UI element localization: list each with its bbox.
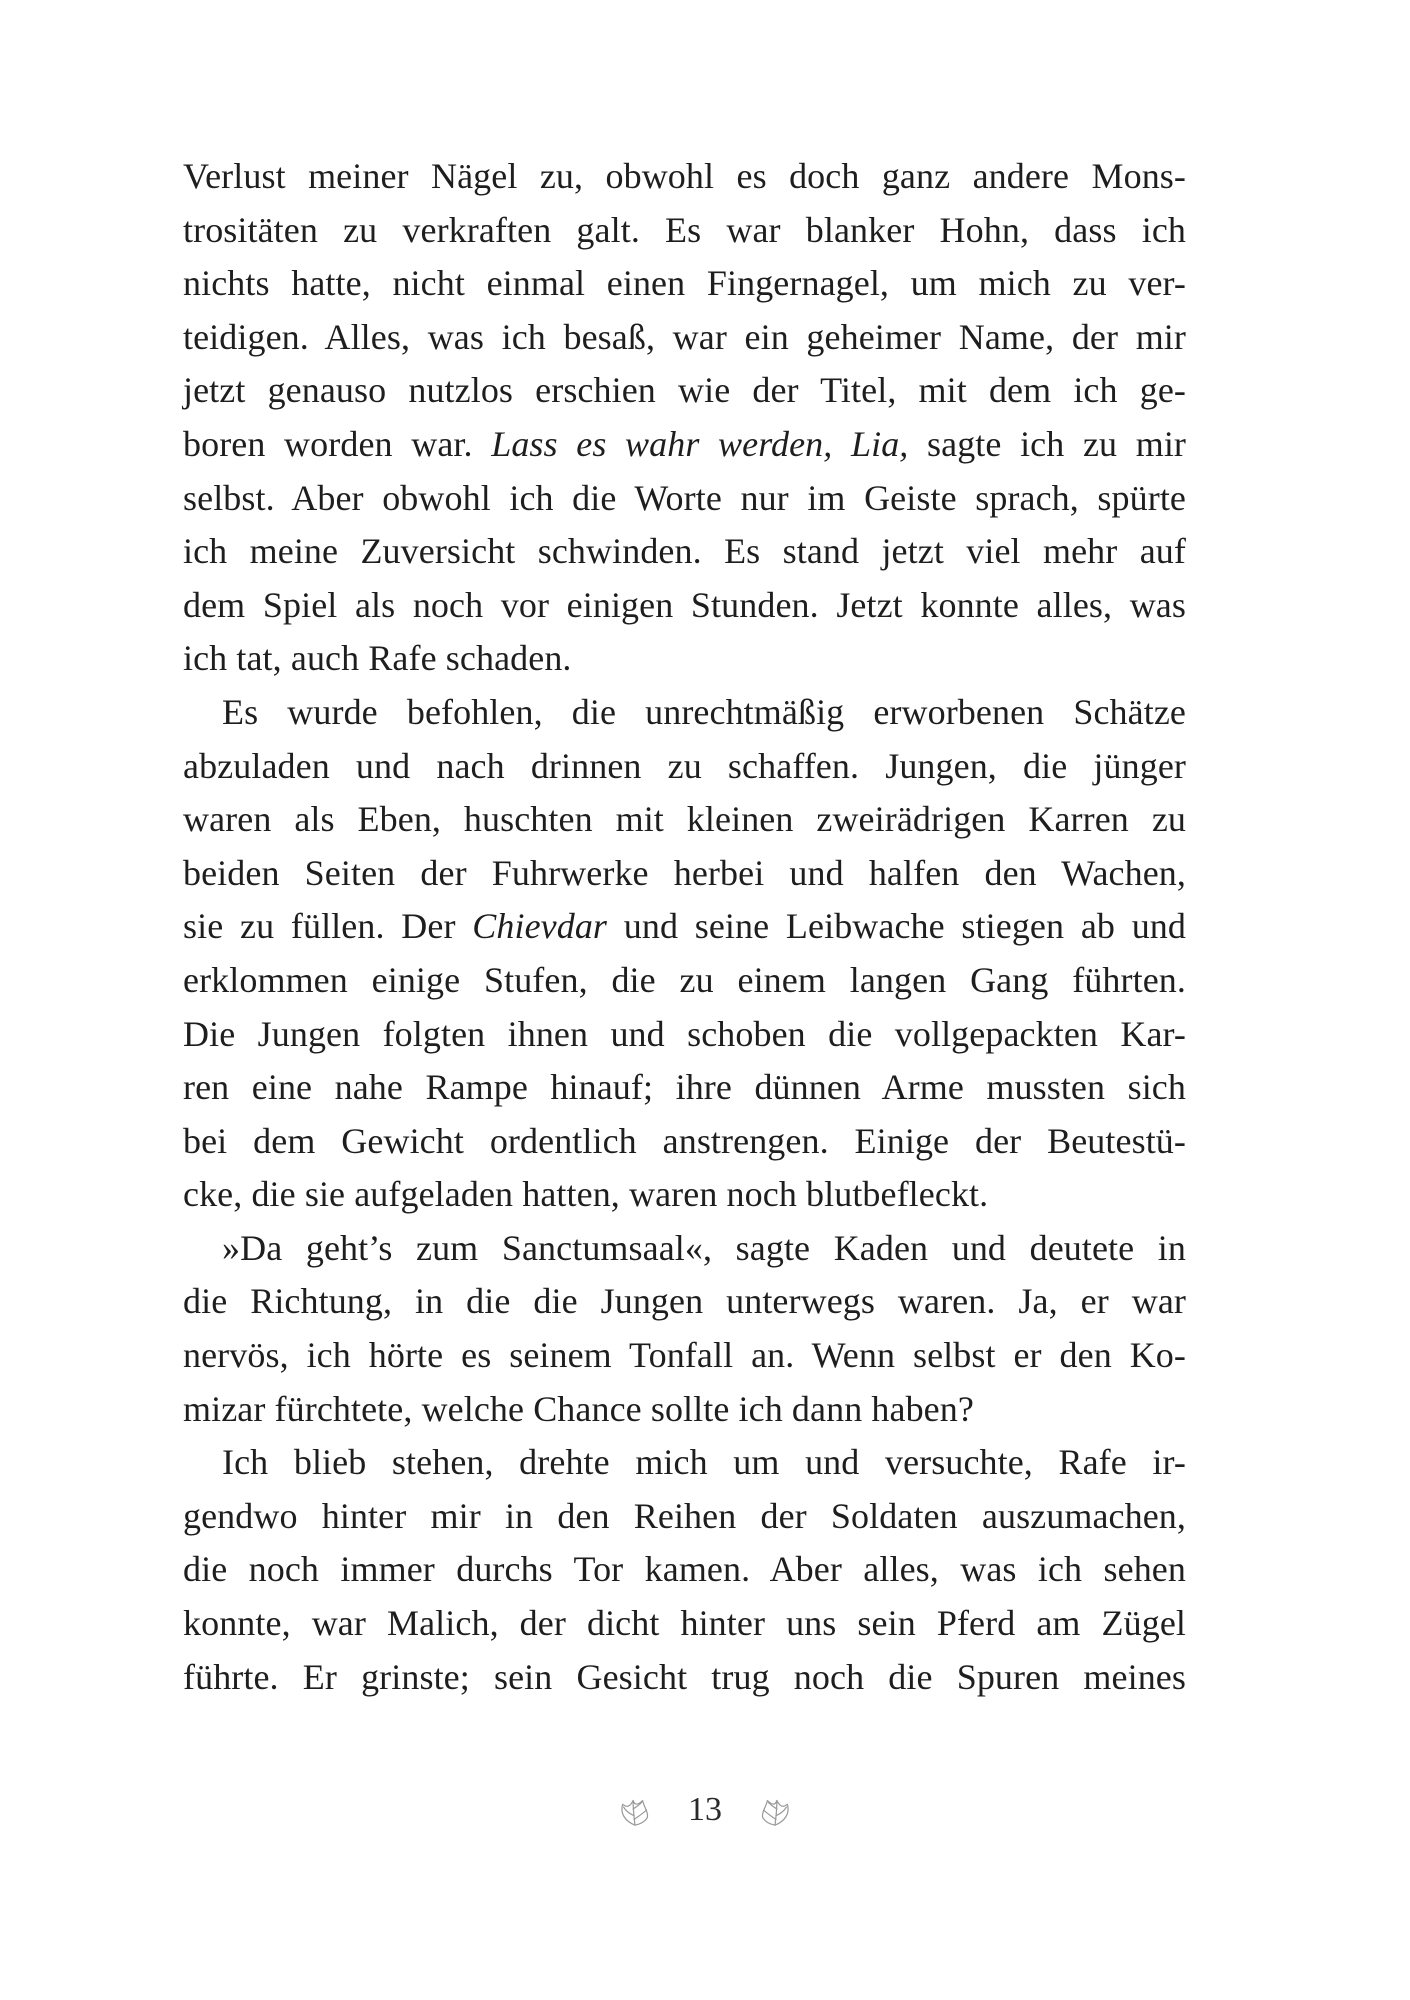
text-run: die noch immer durchs Tor kamen. Aber alles, was ich sehen [183,1549,1186,1590]
text-line [183,900,1186,954]
text-line [183,1651,1186,1705]
text-line [183,1543,1186,1597]
text-line [183,954,1186,1008]
text-line [183,847,1186,901]
text-run: die Richtung, in die die Jungen unterwegs waren. Ja, er war [183,1281,1186,1322]
text-run: dem Spiel als noch vor einigen Stunden. Jetzt konnte alles, was [183,584,1186,625]
text-line [183,1383,1186,1437]
text-line [183,1490,1186,1544]
text-line [183,1061,1186,1115]
text-run: gendwo hinter mir in den Reihen der Soldaten auszumachen, [183,1495,1186,1536]
text-line [183,1436,1186,1490]
text-line [183,1597,1186,1651]
text-line [183,525,1186,579]
text-run: ren eine nahe Rampe hinauf; ihre dünnen Arme mussten sich [183,1067,1186,1108]
text-line [183,1222,1186,1276]
text-run: waren als Eben, huschten mit kleinen zweirädrigen Karren zu [183,799,1186,840]
text-run: trositäten zu verkraften galt. Es war blanker Hohn, dass ich [183,209,1186,250]
text-run: erklommen einige Stufen, die zu einem langen Gang führten. [183,959,1186,1000]
text-run: mizar fürchtete, welche Chance sollte ich dann haben? [183,1388,974,1429]
text-line [183,579,1186,633]
text-run: beiden Seiten der Fuhrwerke herbei und halfen den Wachen, [183,852,1186,893]
text-run: Es wurde befohlen, die unrechtmäßig erworbenen Schätze [222,691,1186,732]
text-run: bei dem Gewicht ordentlich anstrengen. Einige der Beutestü- [183,1120,1186,1161]
text-run: sie zu füllen. Der [183,906,473,947]
text-run: »Da geht’s zum Sanctumsaal«, sagte Kaden und deutete in [222,1227,1186,1268]
text-run: jetzt genauso nutzlos erschien wie der Titel, mit dem ich ge- [183,370,1186,411]
page-number: 13 [688,1791,722,1828]
italic-text: Lass es wahr werden, Lia, [491,423,909,464]
text-line [183,1275,1186,1329]
italic-text: Chievdar [472,906,608,947]
text-run: Die Jungen folgten ihnen und schoben die vollgepackten Kar- [183,1013,1186,1054]
text-line [183,311,1186,365]
text-run: abzuladen und nach drinnen zu schaffen. Jungen, die jünger [183,745,1186,786]
text-line [183,1329,1186,1383]
text-run: selbst. Aber obwohl ich die Worte nur im Geiste sprach, spürte [183,477,1186,518]
text-line [183,686,1186,740]
text-line [183,1008,1186,1062]
leaf-ornament-right-icon [756,1791,794,1829]
text-run: ich meine Zuversicht schwinden. Es stand jetzt viel mehr auf [183,531,1186,572]
page-footer [0,1780,1410,1840]
text-line [183,150,1186,204]
text-run: Ich blieb stehen, drehte mich um und versuchte, Rafe ir- [222,1442,1186,1483]
text-run: führte. Er grinste; sein Gesicht trug noch die Spuren meines [183,1656,1186,1697]
text-line [183,793,1186,847]
text-run: ich tat, auch Rafe schaden. [183,638,572,679]
text-run: cke, die sie aufgeladen hatten, waren noch blutbefleckt. [183,1174,989,1215]
text-run: boren worden war. [183,423,492,464]
body-text [183,150,1186,1704]
text-run: nervös, ich hörte es seinem Tonfall an. Wenn selbst er den Ko- [183,1335,1186,1376]
text-line [183,418,1186,472]
text-line [183,204,1186,258]
leaf-ornament-left-icon [616,1791,654,1829]
text-line [183,364,1186,418]
text-run: Verlust meiner Nägel zu, obwohl es doch ganz andere Mons- [183,156,1186,196]
text-run: nichts hatte, nicht einmal einen Fingernagel, um mich zu ver- [183,263,1186,304]
text-line [183,1115,1186,1169]
text-line [183,1168,1186,1222]
text-run: und seine Leibwache stiegen ab und [607,906,1187,947]
text-run: sagte ich zu mir [908,423,1187,464]
text-run: teidigen. Alles, was ich besaß, war ein geheimer Name, der mir [183,316,1186,357]
text-line [183,740,1186,794]
text-line [183,257,1186,311]
text-run: konnte, war Malich, der dicht hinter uns sein Pferd am Zügel [183,1603,1186,1644]
text-line [183,632,1186,686]
text-line [183,472,1186,526]
